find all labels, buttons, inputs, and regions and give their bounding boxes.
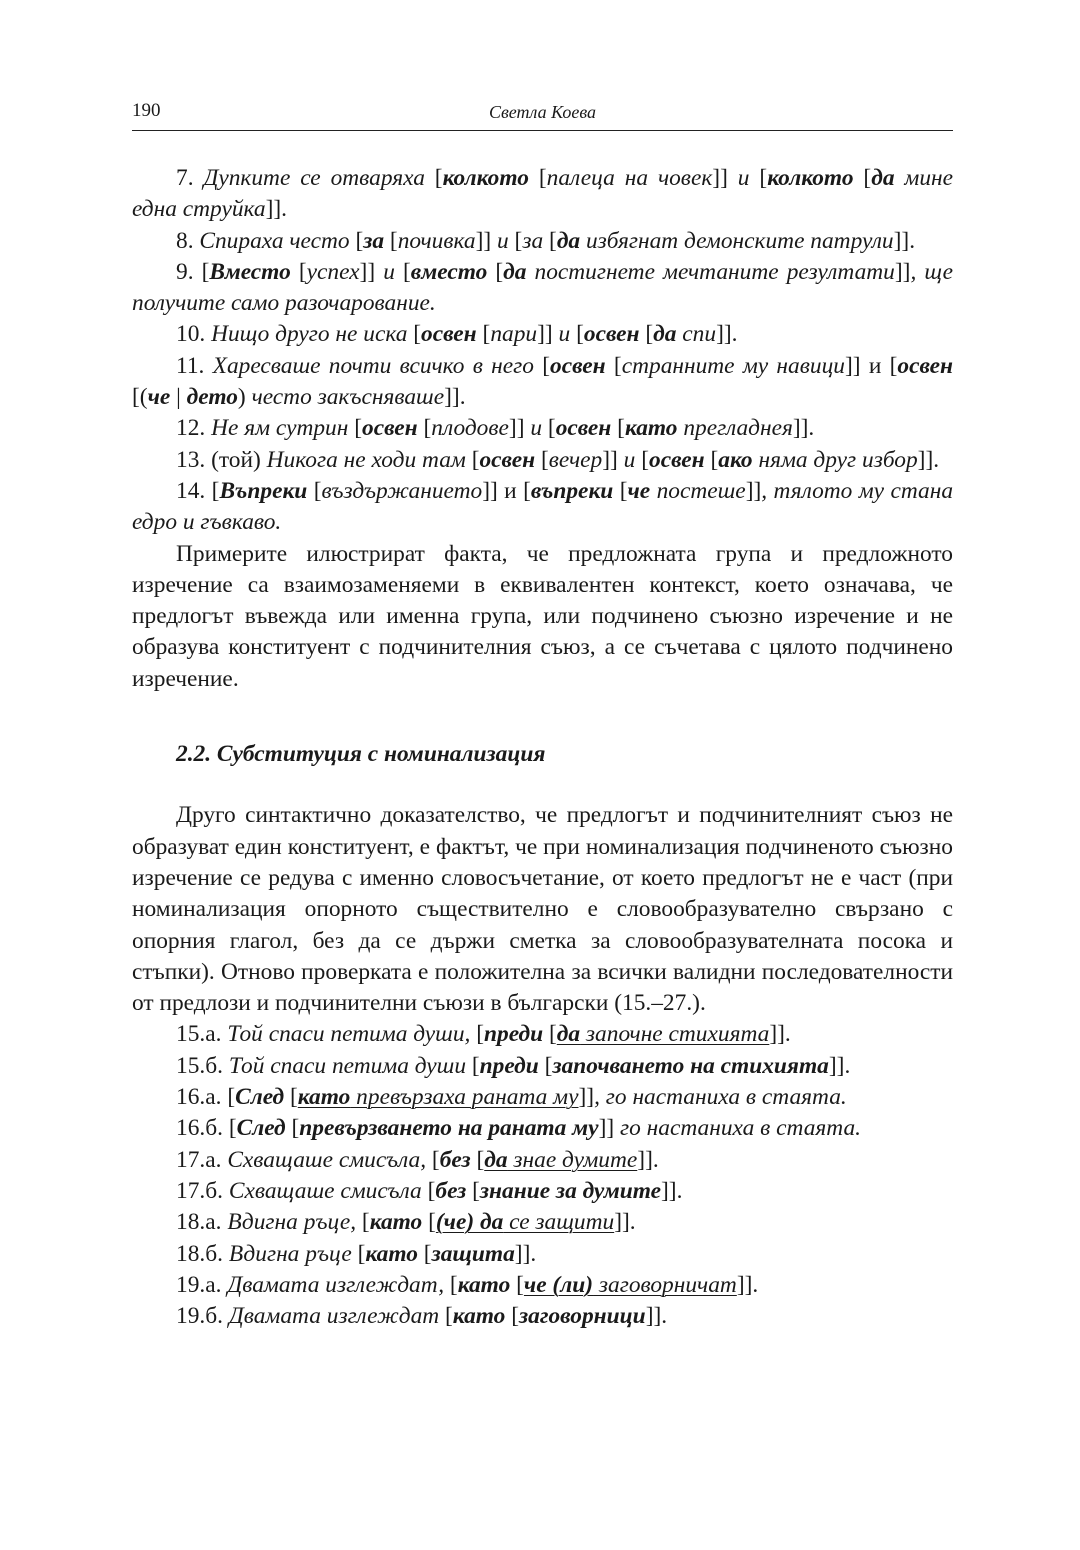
example-15b: 15.б. Той спаси петима души [преди [започването на стихията]].: [176, 1052, 851, 1079]
example-15a: 15.а. Той спаси петима души, [преди [да започне стихията]].: [176, 1021, 791, 1048]
section-heading: 2.2. Субституция с номинализация: [176, 741, 546, 768]
example-10: 10. Нищо друго не иска [освен [пари]] и [освен [да спи]].: [176, 321, 738, 348]
page-number: 190: [132, 100, 161, 121]
example-11: 11. Харесваше почти всичко в него [освен [странните му навици]] и [освен [(че | дето) често закъсняваше]].: [132, 352, 954, 411]
page: [132, 96, 953, 1332]
example-7: 7. Дупките се отваряха [колкото [палеца на човек]] и [колкото [да мине една струйка]].: [132, 165, 954, 223]
body-text: [132, 163, 953, 1332]
example-17b: 17.б. Схващаше смисъла [без [знание за думите]].: [176, 1177, 683, 1204]
example-19a: 19.а. Двамата изглеждат, [като [че (ли) заговорничат]].: [176, 1271, 759, 1298]
example-19b: 19.б. Двамата изглеждат [като [заговорници]].: [176, 1303, 668, 1330]
example-13: 13. (той) Никога не ходи там [освен [вечер]] и [освен [ако няма друг избор]].: [176, 446, 940, 473]
example-16a: 16.а. [След [като превързаха раната му]], го настаниха в стаята.: [176, 1084, 847, 1111]
example-8: 8. Спираха често [за [почивка]] и [за [да избягнат демонските патрули]].: [176, 227, 916, 254]
example-18b: 18.б. Вдигна ръце [като [защита]].: [176, 1240, 537, 1267]
running-title: Светла Коева: [488, 102, 597, 122]
example-18a: 18.а. Вдигна ръце, [като [(че) да се защити]].: [176, 1209, 636, 1236]
example-9: 9. [Вместо [успех]] и [вместо [да постигнете мечтаните резултати]], ще получите само разочарование.: [132, 258, 953, 317]
page-header: [132, 96, 953, 131]
example-17a: 17.а. Схващаше смисъла, [без [да знае думите]].: [176, 1146, 659, 1173]
example-14: 14. [Въпреки [въздържанието]] и [въпреки [че постеше]], тялото му стана едро и гъвкаво.: [132, 477, 954, 536]
paragraph-1: Примерите илюстрират факта, че предложната група и предложното изречение са взаимозаменяеми в еквивалентен контекст, което означава, че предлогът въвежда или именна група, или подчинено съюзно изречение и не образува конституент с подчинителния съюз, а се съчетава с цялото подчинено изречение.: [132, 540, 953, 692]
example-16b: 16.б. [След [превързването на раната му]] го настаниха в стаята.: [176, 1115, 861, 1142]
example-12: 12. Не ям сутрин [освен [плодове]] и [освен [като прегладнея]].: [176, 415, 815, 442]
paragraph-2: Друго синтактично доказателство, че предлогът и подчинителният съюз не образуват един конституент, е фактът, че при номинализация подчиненото съюзно изречение се редува с именно словосъчетание, от което предлогът не е част (при номинализация опорното съществително е словообразувателно свързано с опорния глагол, без да се държи сметка за словообразувателната посока и стъпки). Отново проверката е положителна за всички валидни последователности от предлози и подчинителни съюзи в български (15.–27.).: [132, 802, 953, 1017]
